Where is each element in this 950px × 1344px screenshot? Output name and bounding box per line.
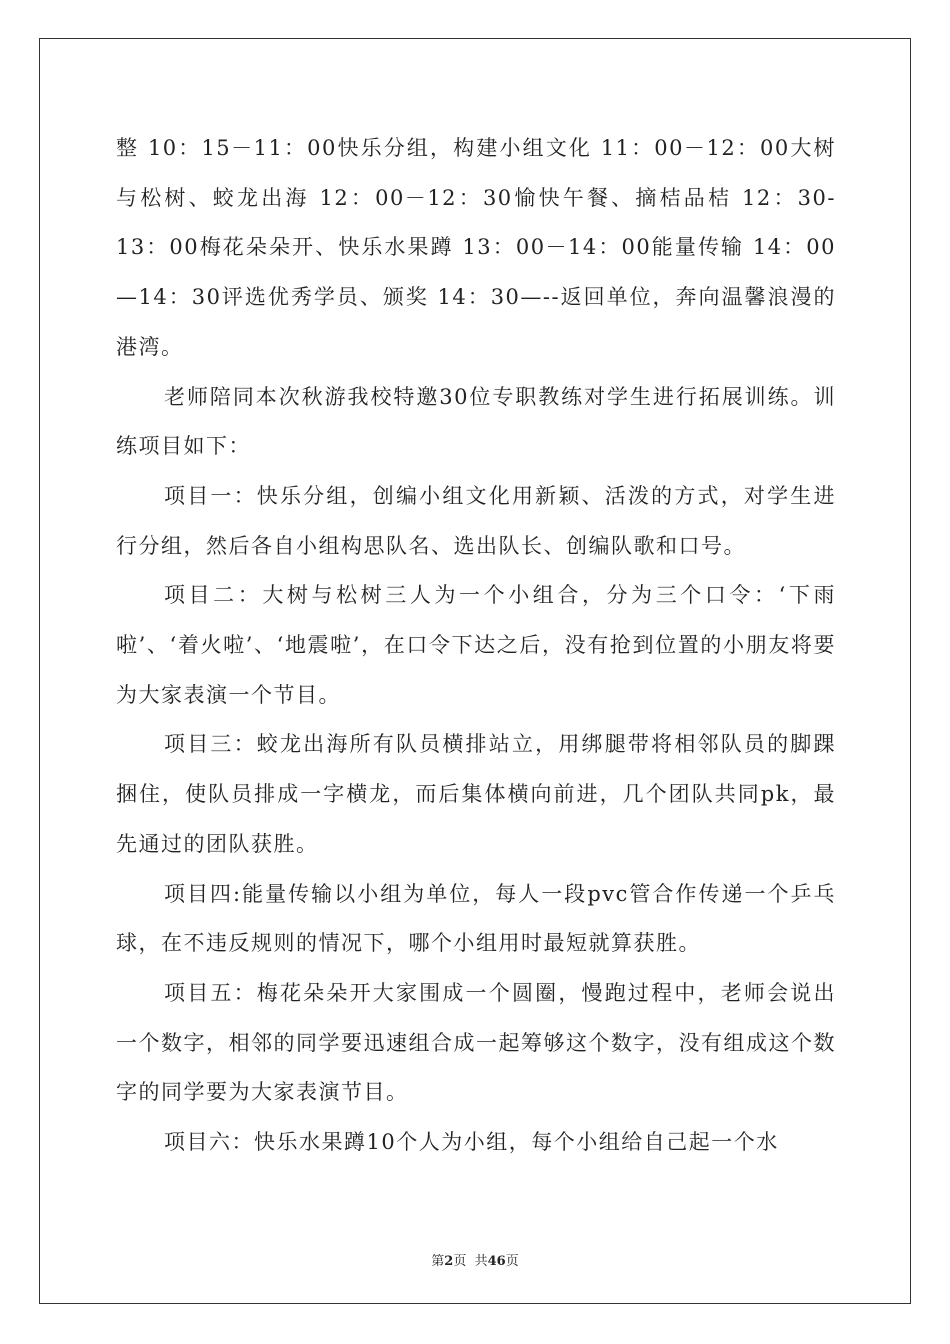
paragraph-item-5: 项目五：梅花朵朵开大家围成一个圆圈，慢跑过程中，老师会说出一个数字，相邻的同学要迅速组合成一起筹够这个数字，没有组成这个数字的同学要为大家表演节目。 [116, 980, 836, 1105]
paragraph-item-2: 项目二：大树与松树三人为一个小组合，分为三个口令：‘下雨啦’、‘着火啦’、‘地震啦’，在口令下达之后，没有抢到位置的小朋友将要为大家表演一个节目。 [116, 583, 836, 707]
paragraph-intro: 老师陪同本次秋游我校特邀30位专职教练对学生进行拓展训练。训练项目如下： [116, 384, 836, 459]
footer-page-number: 2 [444, 1254, 454, 1269]
paragraph-item-3: 项目三：蛟龙出海所有队员横排站立，用绑腿带将相邻队员的脚踝捆住，使队员排成一字横龙，而后集体横向前进，几个团队共同pk，最先通过的团队获胜。 [116, 732, 836, 856]
footer-total-pages: 46 [487, 1254, 506, 1269]
paragraph-item-1: 项目一：快乐分组，创编小组文化用新颖、活泼的方式，对学生进行分组，然后各自小组构思队名、选出队长、创编队歌和口号。 [116, 483, 836, 558]
paragraph-schedule: 整 10：15－11：00快乐分组，构建小组文化 11：00－12：00大树与松树、蛟龙出海 12：00－12：30愉快午餐、摘桔品桔 12：30-13：00梅花朵朵开、快乐水果蹲 13：00－14：00能量传输 14：00—14：30评选优秀学员、颁奖 14：30—--返回单位，奔向温馨浪漫的港湾。 [116, 136, 836, 359]
paragraph-item-4: 项目四:能量传输以小组为单位，每人一段pvc管合作传递一个乒乓球，在不违反规则的情况下，哪个小组用时最短就算获胜。 [116, 881, 836, 956]
document-body [116, 124, 836, 1168]
page-footer [0, 1250, 950, 1269]
footer-prefix: 第 [431, 1254, 445, 1269]
footer-suffix: 页 [505, 1254, 519, 1269]
paragraph-item-6: 项目六：快乐水果蹲10个人为小组，每个小组给自己起一个水 [164, 1130, 779, 1155]
footer-middle: 页 共 [453, 1254, 488, 1269]
